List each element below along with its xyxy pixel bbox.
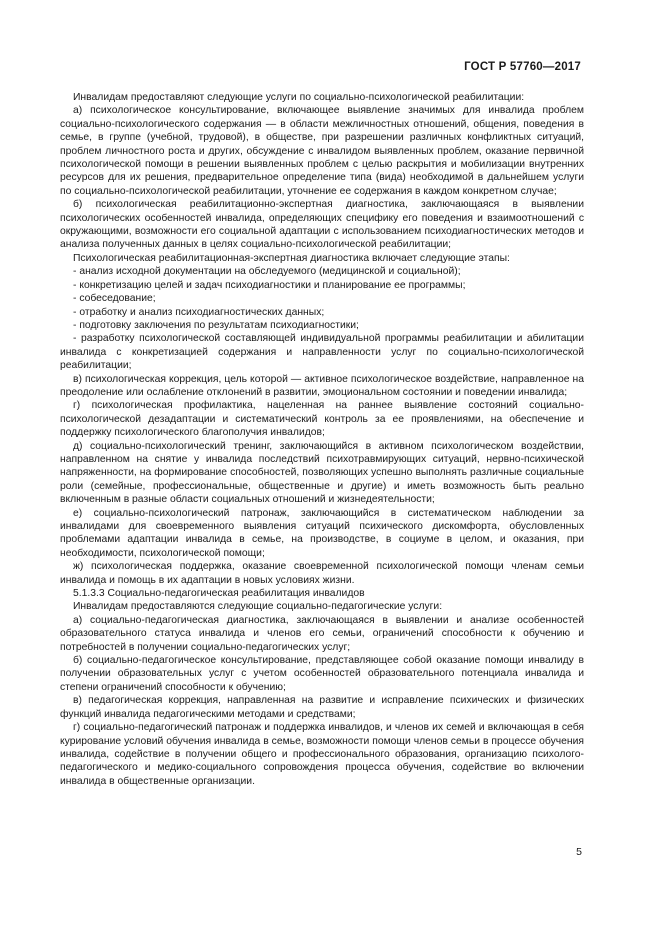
paragraph: а) социально-педагогическая диагностика, заключающаяся в выявлении и анализе особенностей образовательного статуса инвалида и членов его семьи, ограничений способности к обучению и потребностей в получении социально-педагогических услуг; xyxy=(60,614,584,653)
paragraph: д) социально-психологический тренинг, заключающийся в активном психологическом воздействии, направленном на снятие у инвалида последствий психотравмирующих ситуаций, нервно-психической напряженности, на формирование способностей, позволяющих успешно выполнять различные социальные роли (семейные, профессиональные, общественные и другие) и иметь возможность быть реально включенным в разные области социальных отношений и жизнедеятельности; xyxy=(60,440,584,506)
paragraph: е) социально-психологический патронаж, заключающийся в систематическом наблюдении за инвалидами для своевременного выявления ситуаций психического дискомфорта, обусловленных проблемами адаптации инвалида в семье, на производстве, в социуме в целом, и оказания, при необходимости, психологической помощи; xyxy=(60,507,584,559)
list-item: - собеседование; xyxy=(73,293,156,305)
list-item: - разработку психологической составляющей индивидуальной программы реабилитации и абилитации инвалида с конкретизацией содержания и направленности услуг по социально-психологической реабилитации; xyxy=(60,333,584,372)
list-item: - подготовку заключения по результатам психодиагностики; xyxy=(73,319,359,331)
standard-code-header: ГОСТ Р 57760—2017 xyxy=(464,61,581,73)
paragraph: а) психологическое консультирование, включающее выявление значимых для инвалида проблем социально-психологического содержания — в области межличностных отношений, общения, поведения в семье, в группе (учебной, трудовой), в обществе, при разрешении различных конфликтных ситуаций, проблем личностного роста и других, обсуждение с инвалидом выявленных проблем, оказание первичной психологической помощи в решении выявленных проблем с целью раскрытия и мобилизации внутренних ресурсов для их решения, предварительное определение типа (вида) необходимой в дальнейшем услуги по социально-психологической реабилитации, уточнение ее содержания в каждом конкретном случае; xyxy=(60,105,584,197)
list-item: - отработку и анализ психодиагностических данных; xyxy=(73,306,325,318)
paragraph: б) психологическая реабилитационно-экспертная диагностика, заключающаяся в выявлении психологических особенностей инвалида, определяющих специфику его поведения и взаимоотношений с окружающими, возможности его социальной адаптации с использованием психодиагностических методов и анализа полученных данных в целях социально-психологической реабилитации; xyxy=(60,199,584,251)
paragraph: ж) психологическая поддержка, оказание своевременной психологической помощи членам семьи инвалида и помощь в их адаптации в новых условиях жизни. xyxy=(60,561,584,586)
paragraph: Инвалидам предоставляются следующие социально-педагогические услуги: xyxy=(73,601,443,613)
list-item: - анализ исходной документации на обследуемого (медицинской и социальной); xyxy=(73,266,461,278)
paragraph: в) психологическая коррекция, цель которой — активное психологическое воздействие, направленное на преодоление или ослабление отклонений в развитии, эмоциональном состоянии и поведении инвалида; xyxy=(60,373,584,398)
paragraph: г) психологическая профилактика, нацеленная на раннее выявление состояний социально-психологической дезадаптации и систематический контроль за ее проявлениями, на обеспечение и поддержку психологического благополучия инвалидов; xyxy=(60,400,584,439)
page-number: 5 xyxy=(576,846,582,858)
paragraph: в) педагогическая коррекция, направленная на развитие и исправление психических и физических функций инвалида педагогическими методами и средствами; xyxy=(60,695,584,720)
list-item: - конкретизацию целей и задач психодиагностики и планирование ее программы; xyxy=(73,279,466,291)
section-heading: 5.1.3.3 Социально-педагогическая реабилитация инвалидов xyxy=(73,588,365,600)
document-body xyxy=(60,91,584,788)
paragraph: Инвалидам предоставляют следующие услуги по социально-психологической реабилитации: xyxy=(73,92,525,103)
paragraph: Психологическая реабилитационная-экспертная диагностика включает следующие этапы: xyxy=(73,252,510,264)
paragraph: б) социально-педагогическое консультирование, представляющее собой оказание помощи инвалиду в получении образовательных услуг с учетом особенностей образовательного потенциала инвалида и степени ограничений способности к обучению; xyxy=(60,655,584,693)
paragraph: г) социально-педагогический патронаж и поддержка инвалидов, и членов их семей и включающая в себя курирование условий обучения инвалида в семье, возможности помощи членов семьи в процессе обучения инвалида, содействие в получении общего и профессионального образования, организацию психолого-педагогического и медико-социального сопровождения процесса обучения, содействие во включении инвалида в общественные организации. xyxy=(60,722,584,787)
